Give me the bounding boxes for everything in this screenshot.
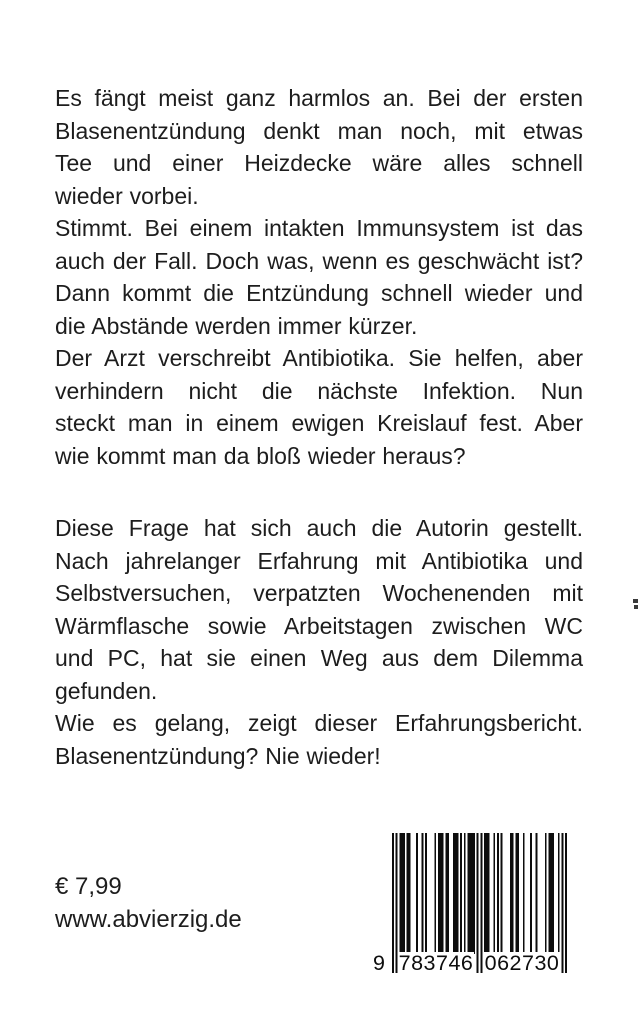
scan-artifact-mark: [634, 605, 638, 609]
blurb-line: Es fängt meist ganz harmlos an. Bei der ersten: [55, 85, 583, 111]
blurb-line: Selbstversuchen, verpatzten Wochenenden mit: [55, 580, 583, 606]
blurb-paragraph: [55, 707, 583, 772]
blurb-line: gefunden.: [55, 677, 158, 704]
blurb-paragraph: [55, 82, 583, 212]
blurb-line: Blasenentzündung denkt man noch, mit etwas: [55, 117, 583, 144]
scan-artifact-mark: [633, 599, 638, 603]
blurb-line: steckt man in einem ewigen Kreislauf fest. Aber: [55, 410, 583, 436]
blurb-paragraph: [55, 212, 583, 342]
price-block: [55, 870, 242, 936]
blurb-line: Wie es gelang, zeigt dieser Erfahrungsbericht.: [55, 710, 583, 736]
blurb-line: Nach jahrelanger Erfahrung mit Antibiotika und: [55, 547, 583, 574]
blurb-line: Dann kommt die Entzündung schnell wieder und: [55, 280, 583, 306]
blurb-line: verhindern nicht die nächste Infektion. Nun: [55, 377, 583, 404]
barcode-digit-lead: 9: [373, 951, 386, 975]
blurb-line: die Abstände werden immer kürzer.: [55, 312, 418, 339]
blurb: [55, 82, 583, 772]
blurb-line: Wärmflasche sowie Arbeitstagen zwischen WC: [55, 612, 583, 639]
blurb-line: wie kommt man da bloß wieder heraus?: [55, 442, 466, 469]
blurb-paragraph: [55, 342, 583, 472]
barcode: [373, 833, 578, 980]
barcode-digits-left: 783746: [398, 951, 474, 975]
blurb-line: Blasenentzündung? Nie wieder!: [55, 742, 381, 769]
barcode-digits-right: 062730: [484, 951, 560, 975]
website-url: www.abvierzig.de: [55, 906, 242, 933]
blurb-line: Diese Frage hat sich auch die Autorin gestellt.: [55, 515, 583, 541]
blurb-line: wieder vorbei.: [55, 182, 199, 209]
blurb-line: und PC, hat sie einen Weg aus dem Dilemma: [55, 645, 583, 671]
blurb-line: Der Arzt verschreibt Antibiotika. Sie helfen, aber: [55, 345, 583, 371]
blurb-line: auch der Fall. Doch was, wenn es geschwächt ist?: [55, 247, 583, 274]
blurb-paragraph: [55, 512, 583, 707]
blurb-line: Tee und einer Heizdecke wäre alles schnell: [55, 150, 583, 176]
price-label: € 7,99: [55, 873, 122, 900]
blurb-line: Stimmt. Bei einem intakten Immunsystem ist das: [55, 215, 583, 241]
